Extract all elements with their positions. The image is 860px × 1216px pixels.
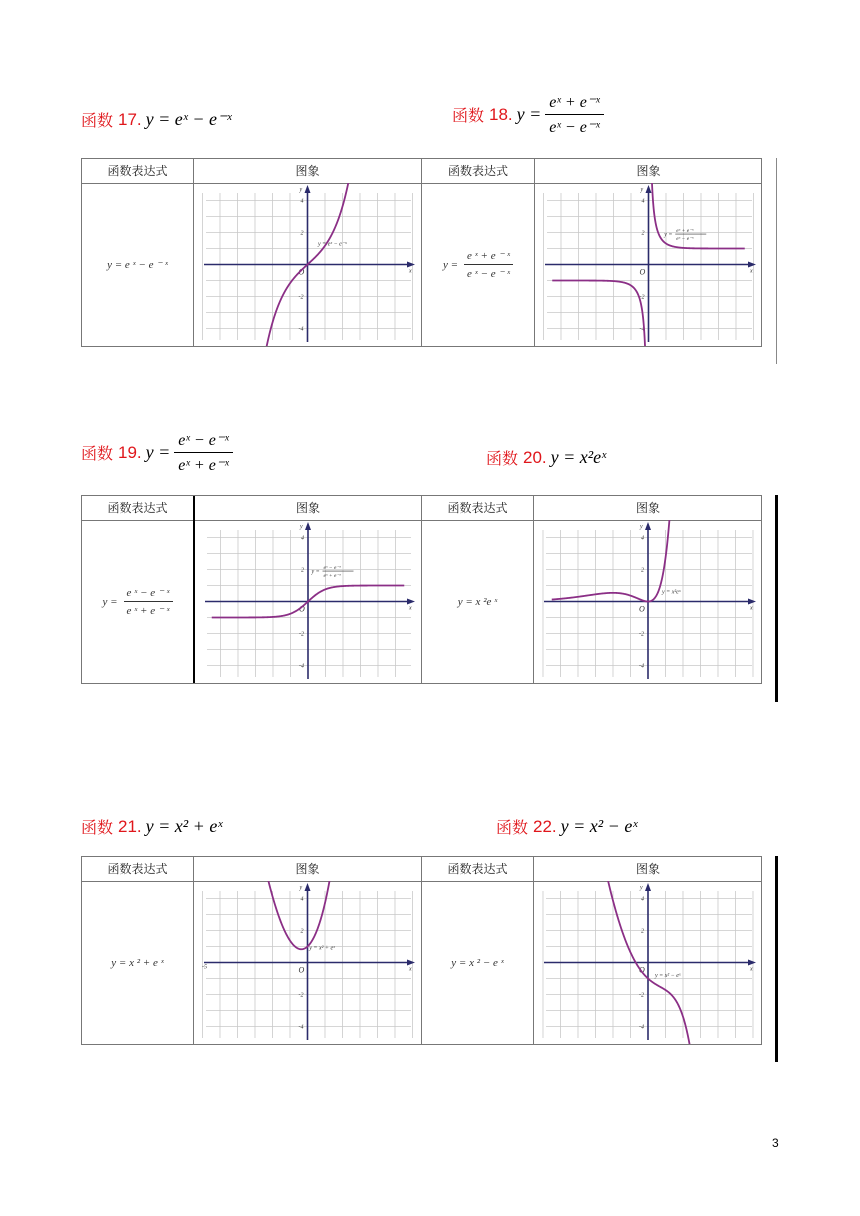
expression-cell: y = $\frac{\text{e ˣ + e ⁻ ˣ}}{\text{e ˣ − e ⁻ ˣ}}$ [422, 183, 534, 346]
tick-label: -4 [298, 326, 304, 333]
heading-label: 函数 [81, 444, 114, 463]
graph-grid [207, 530, 411, 677]
x-axis-arrow [407, 262, 415, 268]
y-axis-arrow [645, 883, 651, 891]
tick-label: 4 [300, 896, 304, 903]
tick-label: -2 [639, 631, 644, 638]
graph-x2-plus-ex [194, 881, 421, 1044]
header-expression: 函数表达式 [447, 862, 508, 876]
heading-label: 函数 [452, 106, 485, 125]
header-expression: 函数表达式 [107, 501, 168, 515]
function-table-19-20 [81, 495, 762, 684]
tick-label: 2 [641, 567, 644, 574]
margin-bar [775, 856, 778, 1062]
heading-label: 函数 [81, 818, 114, 837]
header-graph: 图象 [635, 501, 660, 515]
x-axis-label: x [409, 605, 412, 612]
y-axis-label: y [299, 187, 303, 193]
graph-coth [535, 183, 762, 346]
expression-cell: y = x ² − e ˣ [451, 956, 504, 969]
header-graph: 图象 [295, 501, 320, 515]
graph-function-label: y = [311, 569, 320, 576]
header-graph: 图象 [635, 862, 660, 876]
tick-label: 2 [641, 928, 644, 935]
y-axis-label: y [300, 524, 303, 530]
heading-label: 函数 [81, 111, 114, 130]
margin-bar [776, 158, 777, 364]
heading-number: 21. [118, 816, 142, 836]
origin-label: O [639, 965, 645, 975]
heading-17 [81, 108, 232, 131]
graph-function-label: eˣ − e⁻ˣ [676, 236, 694, 243]
tick-label: 4 [641, 896, 644, 903]
header-expression: 函数表达式 [447, 501, 508, 515]
origin-label: O [639, 604, 645, 614]
x-axis-arrow [407, 960, 415, 966]
y-axis-label: y [640, 187, 644, 193]
x-axis-label: x [750, 268, 753, 275]
expression-cell: y = e ˣ − e ⁻ ˣ [107, 259, 168, 271]
heading-formula: y = x² − eˣ [560, 816, 638, 836]
tick-label: 4 [641, 535, 644, 542]
tick-label: -5 [202, 964, 207, 971]
expression-cell: y = x ² + e ˣ [111, 956, 164, 969]
heading-label: 函数 [496, 818, 529, 837]
function-curve [552, 520, 670, 602]
y-axis-arrow [646, 185, 652, 193]
heading-number: 19. [118, 442, 142, 462]
header-expression: 函数表达式 [447, 164, 508, 178]
graph-function-label: y = eˣ − e⁻ˣ [318, 241, 347, 248]
margin-bar [775, 495, 778, 702]
tick-label: 4 [641, 198, 645, 205]
page-number: 3 [772, 1136, 779, 1150]
tick-label: -2 [298, 294, 304, 301]
graph-sinh [194, 183, 421, 346]
tick-label: -2 [639, 992, 644, 999]
origin-label: O [299, 604, 305, 614]
origin-label: O [298, 267, 305, 277]
y-axis-label: y [640, 524, 643, 530]
tick-label: 2 [300, 230, 304, 237]
x-axis-arrow [407, 599, 415, 605]
y-axis-label: y [299, 885, 303, 891]
tick-label: 2 [300, 928, 304, 935]
header-graph: 图象 [636, 164, 661, 178]
x-axis-label: x [409, 966, 412, 973]
heading-19 [81, 430, 233, 475]
tick-label: 2 [641, 230, 645, 237]
graph-function-label: y = [664, 232, 673, 239]
function-curve [267, 881, 331, 949]
graph-function-label: eˣ − e⁻ˣ [323, 565, 341, 572]
graph-function-label: y = x² − eˣ [655, 972, 681, 979]
heading-20 [486, 446, 606, 469]
heading-number: 20. [523, 447, 547, 467]
heading-formula: y = eˣ − e⁻ˣ [145, 109, 232, 129]
x-axis-arrow [748, 960, 756, 966]
x-axis-label: x [750, 966, 753, 973]
heading-21 [81, 815, 222, 838]
heading-22 [496, 815, 637, 838]
y-axis-label: y [640, 885, 643, 891]
y-axis-arrow [305, 883, 311, 891]
graph-x2-minus-ex [534, 881, 762, 1044]
expression-cell: y = x ²e ˣ [457, 595, 498, 608]
expression-cell: y = $\frac{\text{e ˣ − e ⁻ ˣ}}{\text{e ˣ + e ⁻ ˣ}}$ [82, 520, 193, 683]
x-axis-label: x [409, 268, 412, 275]
x-axis-arrow [748, 599, 756, 605]
tick-label: -2 [639, 294, 645, 301]
heading-formula: y = $\frac{\text{eˣ − e⁻ˣ}}{\text{eˣ + e⁻ˣ}}$ [146, 430, 233, 475]
x-axis-label: x [750, 605, 753, 612]
function-table-17-18 [81, 158, 762, 347]
graph-function-label: eˣ + e⁻ˣ [323, 573, 341, 580]
tick-label: -4 [639, 326, 645, 333]
heading-number: 18. [489, 104, 513, 124]
tick-label: 4 [301, 535, 304, 542]
heading-18 [452, 92, 604, 137]
tick-label: 4 [300, 198, 304, 205]
header-expression: 函数表达式 [107, 164, 168, 178]
function-table-21-22 [81, 856, 762, 1045]
tick-label: -2 [298, 992, 304, 999]
graph-function-label: y = x² + eˣ [309, 945, 335, 952]
x-axis-arrow [748, 262, 756, 268]
tick-label: -4 [639, 663, 644, 670]
header-expression: 函数表达式 [107, 862, 168, 876]
heading-formula: y = $\frac{\text{eˣ + e⁻ˣ}}{\text{eˣ − e⁻ˣ}}$ [517, 92, 604, 137]
heading-number: 22. [533, 816, 557, 836]
header-graph: 图象 [295, 862, 320, 876]
y-axis-arrow [645, 522, 651, 530]
graph-function-label: y = x²eˣ [662, 589, 681, 596]
heading-formula: y = x²eˣ [550, 447, 607, 467]
header-graph: 图象 [295, 164, 320, 178]
tick-label: -4 [299, 663, 304, 670]
tick-label: -4 [639, 1024, 644, 1031]
heading-number: 17. [118, 109, 142, 129]
origin-label: O [298, 965, 305, 975]
heading-formula: y = x² + eˣ [145, 816, 223, 836]
tick-label: 2 [301, 567, 304, 574]
tick-label: -2 [299, 631, 304, 638]
heading-label: 函数 [486, 449, 519, 468]
graph-tanh [195, 520, 421, 683]
tick-label: -4 [298, 1024, 304, 1031]
y-axis-arrow [305, 185, 311, 193]
origin-label: O [639, 267, 646, 277]
graph-x2ex [534, 520, 762, 683]
graph-function-label: eˣ + e⁻ˣ [676, 228, 694, 235]
y-axis-arrow [305, 522, 311, 530]
